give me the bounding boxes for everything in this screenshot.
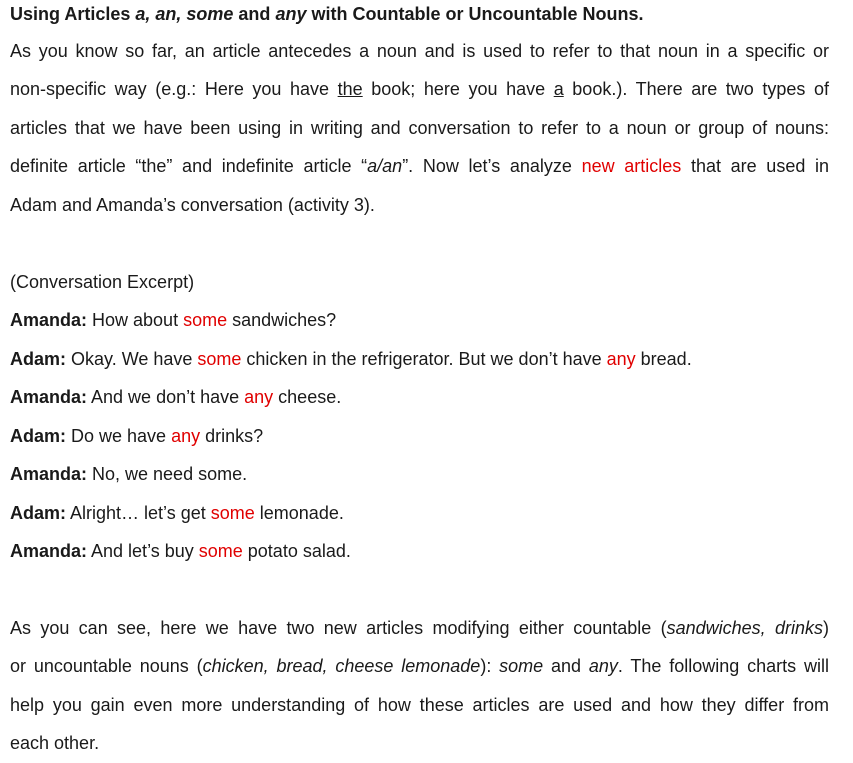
italic-uncountable-examples: chicken, bread, cheese lemonade [202,656,481,676]
intro-line-2 [10,77,829,101]
intro-text-4c: that are used in [681,156,830,176]
intro-text-4a: definite article “the” and indefinite article “ [10,156,368,176]
dialogue-line [10,501,344,525]
dialogue-line [10,462,247,486]
dialogue-text: Alright… let’s get [66,503,211,523]
intro-text-1: As you know so far, an article antecedes a noun and is used to refer to that noun in a specific or [10,41,829,61]
highlight-article: some [210,503,255,523]
outro-line-1 [10,616,829,640]
highlight-article: any [244,387,274,407]
italic-some: some [499,656,544,676]
dialogue-text: How about [87,310,184,330]
speaker-name: Amanda: [10,541,88,561]
italic-countable-examples: sandwiches, drinks [666,618,823,638]
intro-text-2b: book; here you have [362,79,554,99]
dialogue-text: Do we have [66,426,172,446]
outro-text-2c: and [543,656,589,676]
outro-line-4 [10,731,99,755]
outro-text-2a: or uncountable nouns ( [10,656,203,676]
intro-text-2c: book.). There are two types of [563,79,829,99]
speaker-name: Amanda: [10,310,88,330]
excerpt-label: (Conversation Excerpt) [10,272,195,292]
dialogue-line [10,385,341,409]
speaker-name: Adam: [10,503,67,523]
speaker-name: Adam: [10,349,67,369]
dialogue-text: chicken in the refrigerator. But we don’t have [241,349,607,369]
outro-text-2d: . The following charts will [617,656,830,676]
dialogue-line [10,424,263,448]
heading-and: and [233,4,276,24]
heading-articles: a, an, some [135,4,234,24]
highlight-article: some [197,349,242,369]
dialogue-text: lemonade. [254,503,344,523]
outro-text-4: each other. [10,733,100,753]
section-heading [10,2,643,26]
dialogue-text: No, we need some. [87,464,248,484]
intro-text-5: Adam and Amanda’s conversation (activity 3). [10,195,375,215]
dialogue-text: drinks? [200,426,264,446]
dialogue-line [10,308,336,332]
highlight-article: any [606,349,636,369]
heading-prefix: Using Articles [10,4,136,24]
intro-text-3: articles that we have been using in writing and conversation to refer to a noun or group of nouns: [10,118,829,138]
dialogue-text: bread. [635,349,692,369]
dialogue-text: sandwiches? [227,310,337,330]
highlight-article: some [198,541,243,561]
intro-line-1 [10,39,829,63]
outro-text-2b: ): [480,656,500,676]
dialogue-text: cheese. [273,387,342,407]
italic-a-an: a/an [367,156,403,176]
dialogue-text: potato salad. [242,541,351,561]
outro-text-3: help you gain even more understanding of how these articles are used and how they differ from [10,695,829,715]
outro-line-3 [10,693,829,717]
highlight-article: some [183,310,228,330]
heading-suffix: with Countable or Uncountable Nouns. [306,4,644,24]
speaker-name: Adam: [10,426,67,446]
speaker-name: Amanda: [10,387,88,407]
intro-line-5 [10,193,375,217]
heading-any: any [275,4,307,24]
outro-line-2 [10,654,829,678]
underlined-a: a [553,79,564,99]
speaker-name: Amanda: [10,464,88,484]
dialogue-text: And let’s buy [87,541,199,561]
dialogue-line [10,347,692,371]
intro-line-3 [10,116,829,140]
underlined-the: the [337,79,363,99]
outro-text-1b: ) [823,618,829,638]
intro-text-2a: non-specific way (e.g.: Here you have [10,79,338,99]
intro-text-4b: ”. Now let’s analyze [402,156,582,176]
italic-any: any [588,656,618,676]
highlight-article: any [171,426,201,446]
dialogue-text: And we don’t have [87,387,245,407]
intro-line-4 [10,154,829,178]
outro-text-1a: As you can see, here we have two new articles modifying either countable ( [10,618,667,638]
highlight-new-articles: new articles [581,156,682,176]
dialogue-text: Okay. We have [66,349,198,369]
dialogue-line [10,539,351,563]
